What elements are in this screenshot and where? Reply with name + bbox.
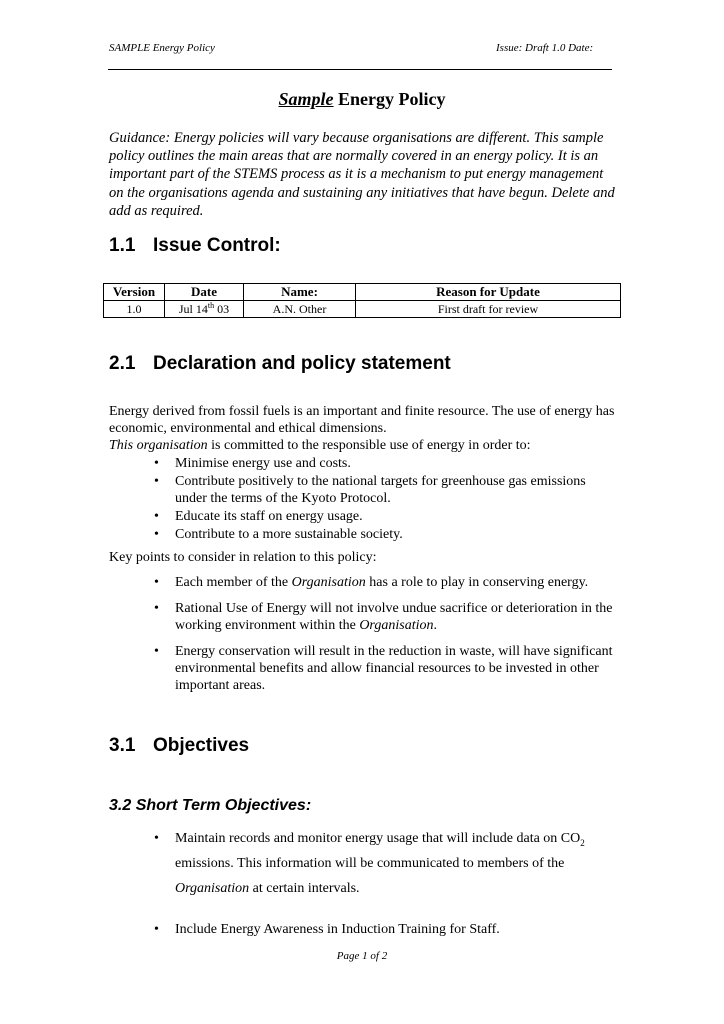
- heading-declaration: [109, 353, 451, 375]
- col-name: Name:: [244, 284, 356, 301]
- header-left: SAMPLE Energy Policy: [109, 42, 215, 54]
- heading-number: 1.1: [109, 235, 136, 256]
- commitment-list: [109, 455, 619, 544]
- key-points-list: [109, 574, 619, 703]
- page-footer: Page 1 of 2: [336, 950, 388, 962]
- commitment-text: is committed to the responsible use of energy in order to:: [207, 438, 531, 453]
- issue-control-table: [103, 283, 621, 318]
- bullet-icon: •: [154, 644, 159, 659]
- list-item: • Minimise energy use and costs.: [154, 456, 351, 471]
- bullet-icon: •: [154, 509, 159, 524]
- date-suffix: 03: [214, 302, 230, 316]
- org-italic: This organisation: [109, 438, 208, 453]
- cell-reason: First draft for review: [356, 301, 621, 318]
- cell-version: 1.0: [104, 301, 165, 318]
- date-sup: th: [207, 301, 215, 310]
- heading-text: Issue Control:: [153, 235, 281, 256]
- heading-text: Objectives: [153, 735, 250, 756]
- commitment-paragraph: [109, 437, 619, 454]
- list-item: • Maintain records and monitor energy usage that will include data on $CO_2$ emissions. This information will be communicated to members of the Organisation at certain intervals.: [109, 826, 619, 901]
- heading-number: 3.1: [109, 735, 136, 756]
- header-rule: [108, 69, 612, 70]
- page-title: [0, 89, 724, 110]
- list-item: • Include Energy Awareness in Induction Training for Staff.: [109, 917, 619, 942]
- list-item: • Rational Use of Energy will not involve undue sacrifice or deterioration in the working environment within the Organisation.: [154, 601, 613, 633]
- heading-number: 2.1: [109, 353, 136, 374]
- heading-objectives: [109, 735, 249, 757]
- bullet-icon: •: [154, 456, 159, 471]
- date-prefix: Jul 14: [178, 302, 208, 316]
- bullet-icon: •: [154, 831, 159, 846]
- bullet-icon: •: [154, 922, 159, 937]
- list-item: • Contribute positively to the national targets for greenhouse gas emissions under the terms of the Kyoto Protocol.: [154, 474, 586, 506]
- objectives-list: [109, 826, 619, 958]
- guidance-text: Guidance: Energy policies will vary because organisations are different. This sample policy outlines the main areas that are normally covered in an energy policy. It is an important part of the STEMS process as it is a mechanism to put energy management on the organisations agenda and sustaining any initiatives that have begun. Delete and add as required.: [109, 130, 615, 219]
- col-reason: Reason for Update: [356, 284, 621, 301]
- list-item: • Each member of the Organisation has a role to play in conserving energy.: [154, 575, 589, 590]
- list-item: • Educate its staff on energy usage.: [154, 509, 363, 524]
- list-item: • Contribute to a more sustainable society.: [154, 527, 403, 542]
- bullet-icon: •: [154, 601, 159, 616]
- cell-name: A.N. Other: [244, 301, 356, 318]
- table-row: [104, 301, 621, 318]
- bullet-icon: •: [154, 575, 159, 590]
- heading-short-term-objectives: 3.2 Short Term Objectives:: [109, 797, 312, 814]
- header-right: Issue: Draft 1.0 Date:: [496, 42, 594, 54]
- col-date: Date: [165, 284, 244, 301]
- bullet-icon: •: [154, 474, 159, 489]
- title-rest: Energy Policy: [333, 89, 446, 109]
- heading-issue-control: [109, 235, 281, 257]
- table-header-row: [104, 284, 621, 301]
- col-version: Version: [104, 284, 165, 301]
- list-item: • Energy conservation will result in the reduction in waste, will have significant environmental benefits and allow financial resources to be invested in other important areas.: [154, 644, 613, 693]
- title-sample: Sample: [278, 89, 334, 109]
- declaration-paragraph: Energy derived from fossil fuels is an important and finite resource. The use of energy has economic, environmental and ethical dimensions.: [109, 404, 615, 436]
- key-points-intro: Key points to consider in relation to this policy:: [109, 550, 377, 565]
- cell-date: [165, 301, 244, 318]
- heading-text: Declaration and policy statement: [153, 353, 451, 374]
- bullet-icon: •: [154, 527, 159, 542]
